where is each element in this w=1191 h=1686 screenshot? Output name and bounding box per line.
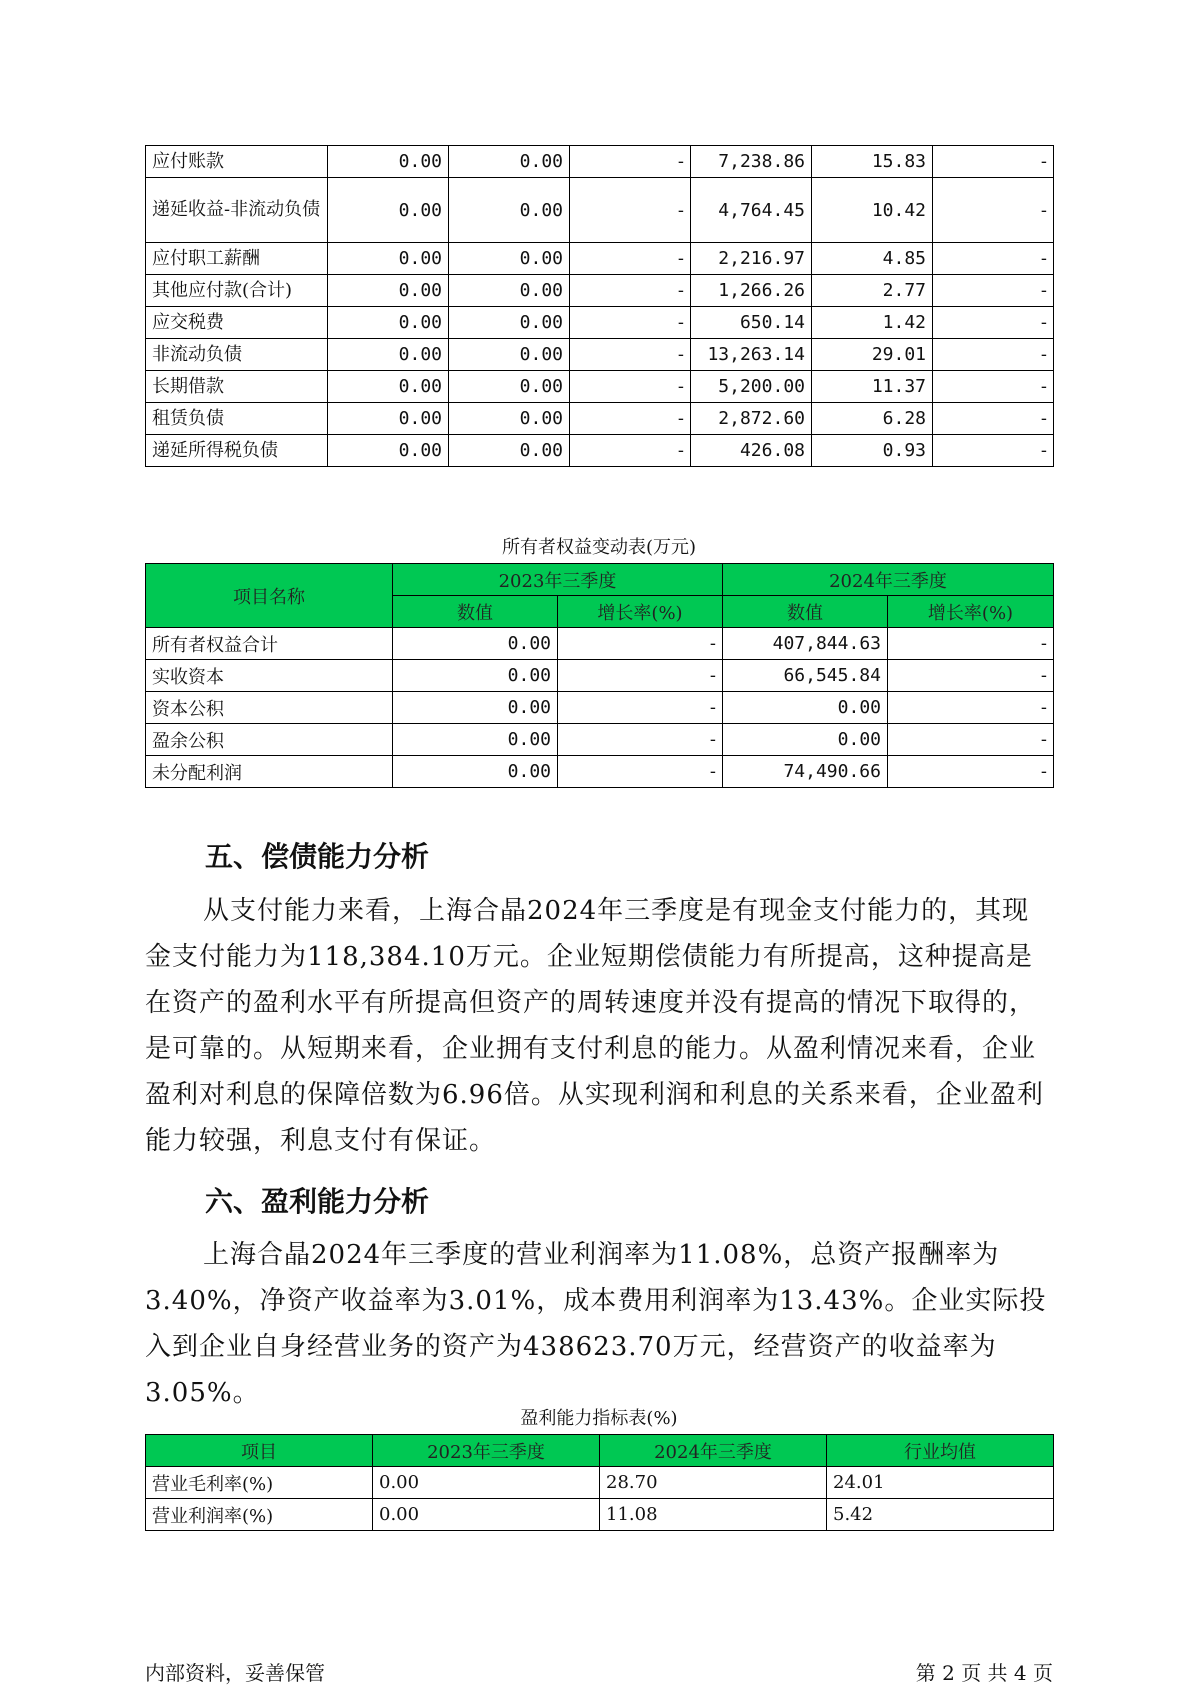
change-2024: - bbox=[933, 339, 1054, 371]
growth-2024: 0.93 bbox=[812, 435, 933, 467]
value-2024: 426.08 bbox=[691, 435, 812, 467]
change-2023: - bbox=[570, 243, 691, 275]
equity-table bbox=[145, 563, 1054, 788]
change-2024: - bbox=[933, 243, 1054, 275]
table-row bbox=[146, 692, 1054, 724]
growth-2023: 0.00 bbox=[449, 435, 570, 467]
row-label: 未分配利润 bbox=[146, 756, 393, 788]
industry-average: 5.42 bbox=[827, 1499, 1054, 1531]
change-2024: - bbox=[933, 435, 1054, 467]
value-2024: 7,238.86 bbox=[691, 146, 812, 178]
growth-2024: 6.28 bbox=[812, 403, 933, 435]
value-2024: 74,490.66 bbox=[723, 756, 888, 788]
growth-2023: 0.00 bbox=[449, 146, 570, 178]
growth-2024: - bbox=[888, 756, 1054, 788]
value-2024: 407,844.63 bbox=[723, 628, 888, 660]
equity-header-value-1: 数值 bbox=[393, 596, 558, 628]
value-2023: 0.00 bbox=[328, 275, 449, 307]
value-2023: 0.00 bbox=[328, 403, 449, 435]
change-2023: - bbox=[570, 371, 691, 403]
value-2023: 0.00 bbox=[373, 1499, 600, 1531]
table-row bbox=[146, 275, 1054, 307]
row-label: 长期借款 bbox=[146, 371, 328, 403]
value-2024: 2,872.60 bbox=[691, 403, 812, 435]
table-row bbox=[146, 724, 1054, 756]
growth-2023: - bbox=[558, 756, 723, 788]
value-2024: 28.70 bbox=[600, 1467, 827, 1499]
table-row bbox=[146, 307, 1054, 339]
change-2024: - bbox=[933, 371, 1054, 403]
growth-2023: - bbox=[558, 628, 723, 660]
table-row bbox=[146, 628, 1054, 660]
row-label: 营业毛利率(%) bbox=[146, 1467, 373, 1499]
growth-2023: - bbox=[558, 724, 723, 756]
table-row bbox=[146, 146, 1054, 178]
change-2023: - bbox=[570, 403, 691, 435]
row-label: 非流动负债 bbox=[146, 339, 328, 371]
change-2024: - bbox=[933, 275, 1054, 307]
change-2024: - bbox=[933, 403, 1054, 435]
value-2023: 0.00 bbox=[328, 243, 449, 275]
value-2023: 0.00 bbox=[393, 660, 558, 692]
growth-2023: 0.00 bbox=[449, 275, 570, 307]
table-row bbox=[146, 1467, 1054, 1499]
equity-header-growth-1: 增长率(%) bbox=[558, 596, 723, 628]
table-row bbox=[146, 339, 1054, 371]
change-2023: - bbox=[570, 307, 691, 339]
value-2023: 0.00 bbox=[393, 724, 558, 756]
profit-header-2024: 2024年三季度 bbox=[600, 1435, 827, 1467]
footer-note: 内部资料，妥善保管 bbox=[145, 1661, 325, 1685]
row-label: 应交税费 bbox=[146, 307, 328, 339]
equity-header-period1: 2023年三季度 bbox=[393, 564, 723, 596]
table-row bbox=[146, 371, 1054, 403]
growth-2023: 0.00 bbox=[449, 178, 570, 243]
equity-header-value-2: 数值 bbox=[723, 596, 888, 628]
value-2023: 0.00 bbox=[328, 339, 449, 371]
equity-header-item: 项目名称 bbox=[146, 564, 393, 628]
row-label: 递延收益-非流动负债 bbox=[146, 178, 328, 243]
row-label: 实收资本 bbox=[146, 660, 393, 692]
value-2023: 0.00 bbox=[393, 692, 558, 724]
value-2024: 11.08 bbox=[600, 1499, 827, 1531]
value-2024: 66,545.84 bbox=[723, 660, 888, 692]
section5-heading: 五、偿债能力分析 bbox=[205, 840, 430, 873]
value-2023: 0.00 bbox=[393, 756, 558, 788]
value-2024: 0.00 bbox=[723, 692, 888, 724]
change-2023: - bbox=[570, 435, 691, 467]
growth-2024: 2.77 bbox=[812, 275, 933, 307]
growth-2024: - bbox=[888, 660, 1054, 692]
value-2023: 0.00 bbox=[373, 1467, 600, 1499]
value-2024: 650.14 bbox=[691, 307, 812, 339]
growth-2023: - bbox=[558, 692, 723, 724]
growth-2024: - bbox=[888, 724, 1054, 756]
equity-header-growth-2: 增长率(%) bbox=[888, 596, 1054, 628]
value-2024: 1,266.26 bbox=[691, 275, 812, 307]
change-2024: - bbox=[933, 178, 1054, 243]
section6-heading: 六、盈利能力分析 bbox=[205, 1185, 430, 1218]
table-row bbox=[146, 403, 1054, 435]
value-2023: 0.00 bbox=[328, 371, 449, 403]
value-2023: 0.00 bbox=[328, 307, 449, 339]
profit-table bbox=[145, 1434, 1054, 1531]
table-row bbox=[146, 178, 1054, 243]
change-2023: - bbox=[570, 339, 691, 371]
value-2024: 0.00 bbox=[723, 724, 888, 756]
growth-2023: 0.00 bbox=[449, 243, 570, 275]
table-row bbox=[146, 435, 1054, 467]
value-2024: 2,216.97 bbox=[691, 243, 812, 275]
row-label: 盈余公积 bbox=[146, 724, 393, 756]
row-label: 递延所得税负债 bbox=[146, 435, 328, 467]
growth-2024: 1.42 bbox=[812, 307, 933, 339]
equity-table-caption: 所有者权益变动表(万元) bbox=[501, 537, 697, 558]
row-label: 应付职工薪酬 bbox=[146, 243, 328, 275]
profit-header-item: 项目 bbox=[146, 1435, 373, 1467]
growth-2023: 0.00 bbox=[449, 371, 570, 403]
table-row bbox=[146, 660, 1054, 692]
growth-2024: 11.37 bbox=[812, 371, 933, 403]
table-row bbox=[146, 1499, 1054, 1531]
growth-2023: - bbox=[558, 660, 723, 692]
growth-2023: 0.00 bbox=[449, 339, 570, 371]
row-label: 资本公积 bbox=[146, 692, 393, 724]
change-2023: - bbox=[570, 146, 691, 178]
growth-2024: 4.85 bbox=[812, 243, 933, 275]
change-2023: - bbox=[570, 275, 691, 307]
change-2023: - bbox=[570, 178, 691, 243]
value-2024: 4,764.45 bbox=[691, 178, 812, 243]
value-2023: 0.00 bbox=[393, 628, 558, 660]
section5-paragraph: 从支付能力来看，上海合晶2024年三季度是有现金支付能力的，其现金支付能力为118,384.10万元。企业短期偿债能力有所提高，这种提高是在资产的盈利水平有所提高但资产的周转速度并没有提高的情况下取得的，是可靠的。从短期来看，企业拥有支付利息的能力。从盈利情况来看，企业盈利对利息的保障倍数为6.96倍。从实现利润和利息的关系来看，企业盈利能力较强，利息支付有保证。 bbox=[145, 896, 1044, 1156]
change-2024: - bbox=[933, 146, 1054, 178]
profit-header-avg: 行业均值 bbox=[827, 1435, 1054, 1467]
footer-page-number: 第 2 页 共 4 页 bbox=[915, 1661, 1053, 1685]
growth-2024: - bbox=[888, 628, 1054, 660]
growth-2023: 0.00 bbox=[449, 403, 570, 435]
profit-table-caption: 盈利能力指标表(%) bbox=[520, 1408, 678, 1429]
growth-2023: 0.00 bbox=[449, 307, 570, 339]
growth-2024: 10.42 bbox=[812, 178, 933, 243]
growth-2024: 29.01 bbox=[812, 339, 933, 371]
value-2024: 5,200.00 bbox=[691, 371, 812, 403]
growth-2024: 15.83 bbox=[812, 146, 933, 178]
table-row bbox=[146, 756, 1054, 788]
liabilities-table bbox=[145, 145, 1054, 467]
row-label: 营业利润率(%) bbox=[146, 1499, 373, 1531]
industry-average: 24.01 bbox=[827, 1467, 1054, 1499]
value-2023: 0.00 bbox=[328, 435, 449, 467]
value-2024: 13,263.14 bbox=[691, 339, 812, 371]
profit-header-2023: 2023年三季度 bbox=[373, 1435, 600, 1467]
equity-header-period2: 2024年三季度 bbox=[723, 564, 1054, 596]
value-2023: 0.00 bbox=[328, 178, 449, 243]
row-label: 所有者权益合计 bbox=[146, 628, 393, 660]
growth-2024: - bbox=[888, 692, 1054, 724]
table-row bbox=[146, 243, 1054, 275]
section6-paragraph: 上海合晶2024年三季度的营业利润率为11.08%，总资产报酬率为3.40%，净资产收益率为3.01%，成本费用利润率为13.43%。企业实际投入到企业自身经营业务的资产为438623.70万元，经营资产的收益率为3.05%。 bbox=[145, 1240, 1047, 1408]
row-label: 其他应付款(合计) bbox=[146, 275, 328, 307]
row-label: 租赁负债 bbox=[146, 403, 328, 435]
value-2023: 0.00 bbox=[328, 146, 449, 178]
change-2024: - bbox=[933, 307, 1054, 339]
row-label: 应付账款 bbox=[146, 146, 328, 178]
